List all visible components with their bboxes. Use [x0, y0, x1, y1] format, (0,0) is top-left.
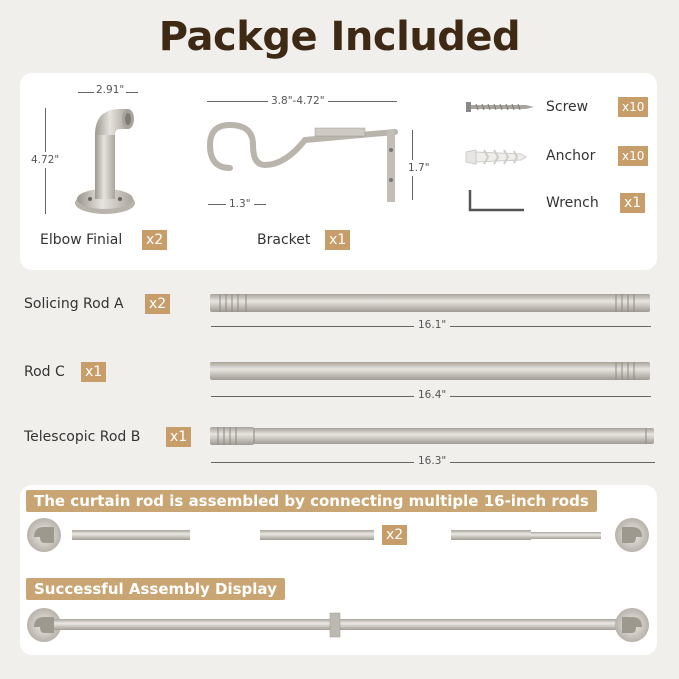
middle-rod-qty-badge: x2 [382, 525, 407, 545]
rod-c-qty-badge: x1 [81, 362, 106, 382]
elbow-finial-label: Elbow Finial [40, 232, 123, 248]
screw-qty-badge: x10 [618, 97, 648, 117]
anchor-icon [466, 146, 528, 168]
elbow-qty-badge: x2 [142, 230, 167, 250]
rod-b-length-dim: 16.3" [414, 455, 450, 467]
rod-b-label: Telescopic Rod B [24, 429, 141, 445]
rod-a-image [210, 292, 652, 314]
anchor-qty-badge: x10 [618, 146, 648, 166]
screw-label: Screw [546, 99, 589, 115]
rod-b-image [210, 425, 656, 449]
elbow-width-dim: 2.91" [96, 84, 125, 96]
bracket-depth-dim: 1.3" [226, 198, 254, 210]
rod-b-qty-badge: x1 [166, 427, 191, 447]
elbow-finial-image [70, 95, 140, 220]
elbow-height-dim: 4.72" [31, 154, 60, 166]
rod-c-image [210, 360, 652, 382]
display-banner: Successful Assembly Display [26, 578, 285, 600]
screw-icon [466, 100, 536, 114]
page-title: Packge Included [158, 14, 521, 60]
bracket-label: Bracket [257, 232, 311, 248]
rod-a-qty-badge: x2 [145, 294, 170, 314]
rod-a-length-dim: 16.1" [414, 319, 450, 331]
wrench-qty-badge: x1 [620, 193, 645, 213]
bracket-image [205, 120, 405, 205]
assembly-banner: The curtain rod is assembled by connecting multiple 16-inch rods [26, 490, 597, 512]
bracket-width-dim: 3.8"-4.72" [268, 95, 328, 107]
wrench-label: Wrench [546, 195, 599, 211]
assembly-parts-image [24, 515, 654, 555]
rod-c-length-dim: 16.4" [414, 389, 450, 401]
rod-c-label: Rod C [24, 364, 65, 380]
wrench-icon [468, 188, 528, 214]
rod-a-label: Solicing Rod A [24, 296, 124, 312]
anchor-label: Anchor [546, 148, 596, 164]
assembled-rod-image [24, 605, 654, 645]
bracket-qty-badge: x1 [325, 230, 350, 250]
bracket-height-dim: 1.7" [408, 162, 430, 174]
